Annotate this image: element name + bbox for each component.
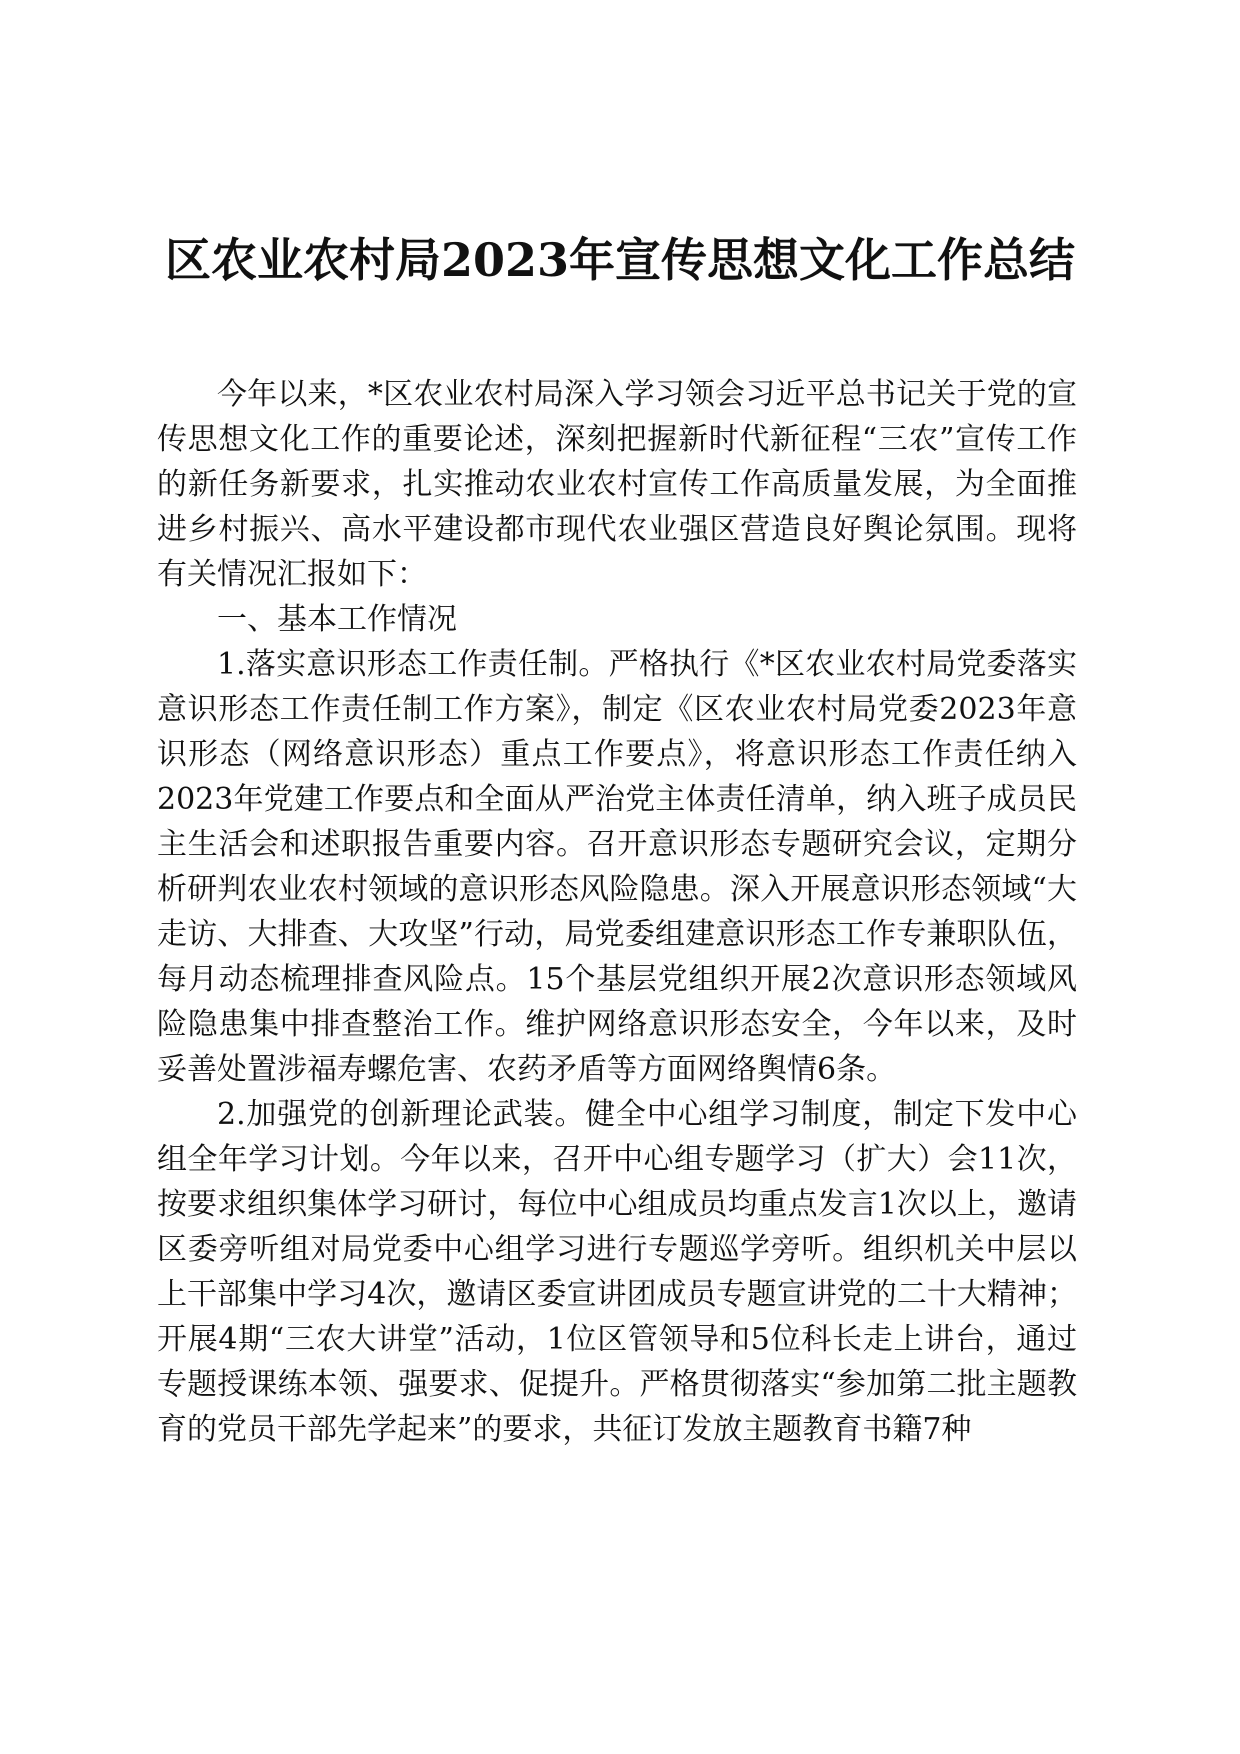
document-title: 区农业农村局2023年宣传思想文化工作总结 (164, 233, 1076, 287)
section-heading-basic-work: 一、基本工作情况 (217, 602, 457, 637)
document-body (157, 372, 1077, 1452)
paragraph-theory-armament: 2.加强党的创新理论武装。健全中心组学习制度，制定下发中心组全年学习计划。今年以来，召开中心组专题学习（扩大）会11次，按要求组织集体学习研讨，每位中心组成员均重点发言1次以上，邀请区委旁听组对局党委中心组学习进行专题巡学旁听。组织机关中层以上干部集中学习4次，邀请区委宣讲团成员专题宣讲党的二十大精神；开展4期“三农大讲堂”活动，1位区管领导和5位科长走上讲台，通过专题授课练本领、强要求、促提升。严格贯彻落实“参加第二批主题教育的党员干部先学起来”的要求，共征订发放主题教育书籍7种 (157, 1097, 1077, 1447)
paragraph-ideology-responsibility: 1.落实意识形态工作责任制。严格执行《*区农业农村局党委落实意识形态工作责任制工作方案》，制定《区农业农村局党委2023年意识形态（网络意识形态）重点工作要点》，将意识形态工作责任纳入2023年党建工作要点和全面从严治党主体责任清单，纳入班子成员民主生活会和述职报告重要内容。召开意识形态专题研究会议，定期分析研判农业农村领域的意识形态风险隐患。深入开展意识形态领域“大走访、大排查、大攻坚”行动，局党委组建意识形态工作专兼职队伍，每月动态梳理排查风险点。15个基层党组织开展2次意识形态领域风险隐患集中排查整治工作。维护网络意识形态安全，今年以来，及时妥善处置涉福寿螺危害、农药矛盾等方面网络舆情6条。 (157, 647, 1077, 1087)
intro-paragraph: 今年以来，*区农业农村局深入学习领会习近平总书记关于党的宣传思想文化工作的重要论述，深刻把握新时代新征程“三农”宣传工作的新任务新要求，扎实推动农业农村宣传工作高质量发展，为全面推进乡村振兴、高水平建设都市现代农业强区营造良好舆论氛围。现将有关情况汇报如下： (157, 377, 1077, 592)
